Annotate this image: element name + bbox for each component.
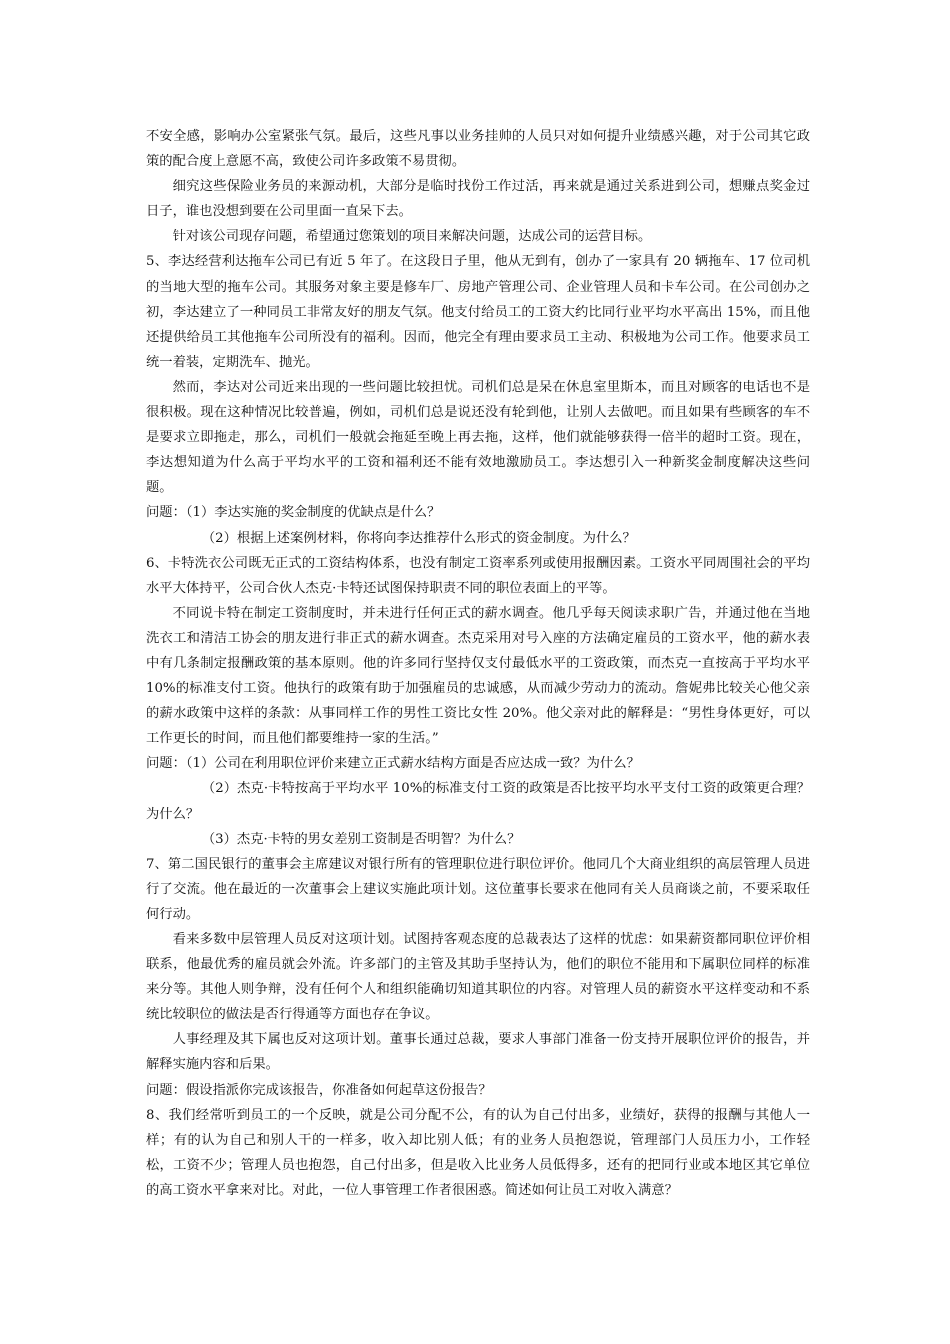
question-line: 问题：（1）李达实施的奖金制度的优缺点是什么？ bbox=[146, 505, 441, 521]
paragraph: 然而，李达对公司近来出现的一些问题比较担忧。司机们总是呆在休息室里斯本，而且对顾客的电话也不是很积极。现在这种情况比较普遍，例如，司机们总是说还没有轮到他，让别人去做吧。而且如果有些顾客的车不是要求立即拖走，那么，司机们一般就会拖延至晚上再去拖，这样，他们就能够获得一倍半的超时工资。现在，李达想知道为什么高于平均水平的工资和福利还不能有效地激励员工。李达想引入一种新奖金制度解决这些问题。 bbox=[146, 379, 810, 496]
case-6-paragraph: 6、卡特洗衣公司既无正式的工资结构体系，也没有制定工资率系列或使用报酬因素。工资水平同周围社会的平均水平大体持平，公司合伙人杰克·卡特还试图保持职责不同的职位表面上的平等。 bbox=[146, 555, 810, 596]
case-8-paragraph: 8、我们经常听到员工的一个反映，就是公司分配不公，有的认为自己付出多，业绩好，获得的报酬与其他人一样；有的认为自己和别人干的一样多，收入却比别人低；有的业务人员抱怨说，管理部门人员压力小，工作轻松，工资不少；管理人员也抱怨，自己付出多，但是收入比业务人员低得多，还有的把同行业或本地区其它单位的高工资水平拿来对比。对此，一位人事管理工作者很困惑。简述如何让员工对收入满意？ bbox=[146, 1107, 810, 1198]
paragraph: 不安全感，影响办公室紧张气氛。最后，这些凡事以业务挂帅的人员只对如何提升业绩感兴趣，对于公司其它政策的配合度上意愿不高，致使公司许多政策不易贯彻。 bbox=[146, 129, 810, 170]
question-line: （3）杰克·卡特的男女差别工资制是否明智？为什么？ bbox=[201, 831, 521, 847]
case-5-paragraph: 5、李达经营利达拖车公司已有近 5 年了。在这段日子里，他从无到有，创办了一家具有 20 辆拖车、17 位司机的当地大型的拖车公司。其服务对象主要是修车厂、房地产管理公司、企业管理人员和卡车公司。在公司创办之初，李达建立了一种同员工非常友好的朋友气氛。他支付给员工的工资大约比同行业平均水平高出 15%，而且他还提供给员工其他拖车公司所没有的福利。因而，他完全有理由要求员工主动、积极地为公司工作。他要求员工统一着装，定期洗车、抛光。 bbox=[146, 254, 810, 370]
paragraph: 不同说卡特在制定工资制度时，并未进行任何正式的薪水调查。他几乎每天阅读求职广告，并通过他在当地洗衣工和清洁工协会的朋友进行非正式的薪水调查。杰克采用对号入座的方法确定雇员的工资水平，他的薪水表中有几条制定报酬政策的基本原则。他的许多同行坚持仅支付最低水平的工资政策，而杰克一直按高于平均水平 10%的标准支付工资。他执行的政策有助于加强雇员的忠诚感，从而减少劳动力的流动。詹妮弗比较关心他父亲的薪水政策中这样的条款：从事同样工作的男性工资比女性 20%。他父亲对此的解释是：“男性身体更好，可以工作更长的时间，而且他们都要维持一家的生活。” bbox=[146, 605, 810, 747]
paragraph: 人事经理及其下属也反对这项计划。董事长通过总裁，要求人事部门准备一份支持开展职位评价的报告，并解释实施内容和后果。 bbox=[146, 1032, 810, 1073]
question-line: 问题：（1）公司在利用职位评价来建立正式薪水结构方面是否应达成一致？为什么？ bbox=[146, 756, 640, 772]
case-7-paragraph: 7、第二国民银行的董事会主席建议对银行所有的管理职位进行职位评价。他同几个大商业组织的高层管理人员进行了交流。他在最近的一次董事会上建议实施此项计划。这位董事长要求在他同有关人员商谈之前，不要采取任何行动。 bbox=[146, 856, 810, 922]
question-line: （2）根据上述案例材料，你将向李达推荐什么形式的资金制度。为什么？ bbox=[201, 530, 636, 546]
question-line: 问题：假设指派你完成该报告，你准备如何起草这份报告？ bbox=[146, 1082, 492, 1098]
paragraph: 看来多数中层管理人员反对这项计划。试图持客观态度的总裁表达了这样的忧虑：如果薪资都同职位评价相联系，他最优秀的雇员就会外流。许多部门的主管及其助手坚持认为，他们的职位不能用和下属职位同样的标准来分等。其他人则争辩，没有任何个人和组织能确切知道其职位的内容。对管理人员的薪资水平这样变动和不系统比较职位的做法是否行得通等方面也存在争议。 bbox=[146, 932, 810, 1023]
paragraph: 针对该公司现存问题，希望通过您策划的项目来解决问题，达成公司的运营目标。 bbox=[172, 229, 652, 245]
document-page bbox=[146, 124, 810, 1203]
paragraph: 细究这些保险业务员的来源动机，大部分是临时找份工作过活，再来就是通过关系进到公司，想赚点奖金过日子，谁也没想到要在公司里面一直呆下去。 bbox=[146, 179, 810, 220]
question-line: （2）杰克·卡特按高于平均水平 10%的标准支付工资的政策是否比按平均水平支付工资的政策更合理？为什么？ bbox=[146, 781, 810, 822]
